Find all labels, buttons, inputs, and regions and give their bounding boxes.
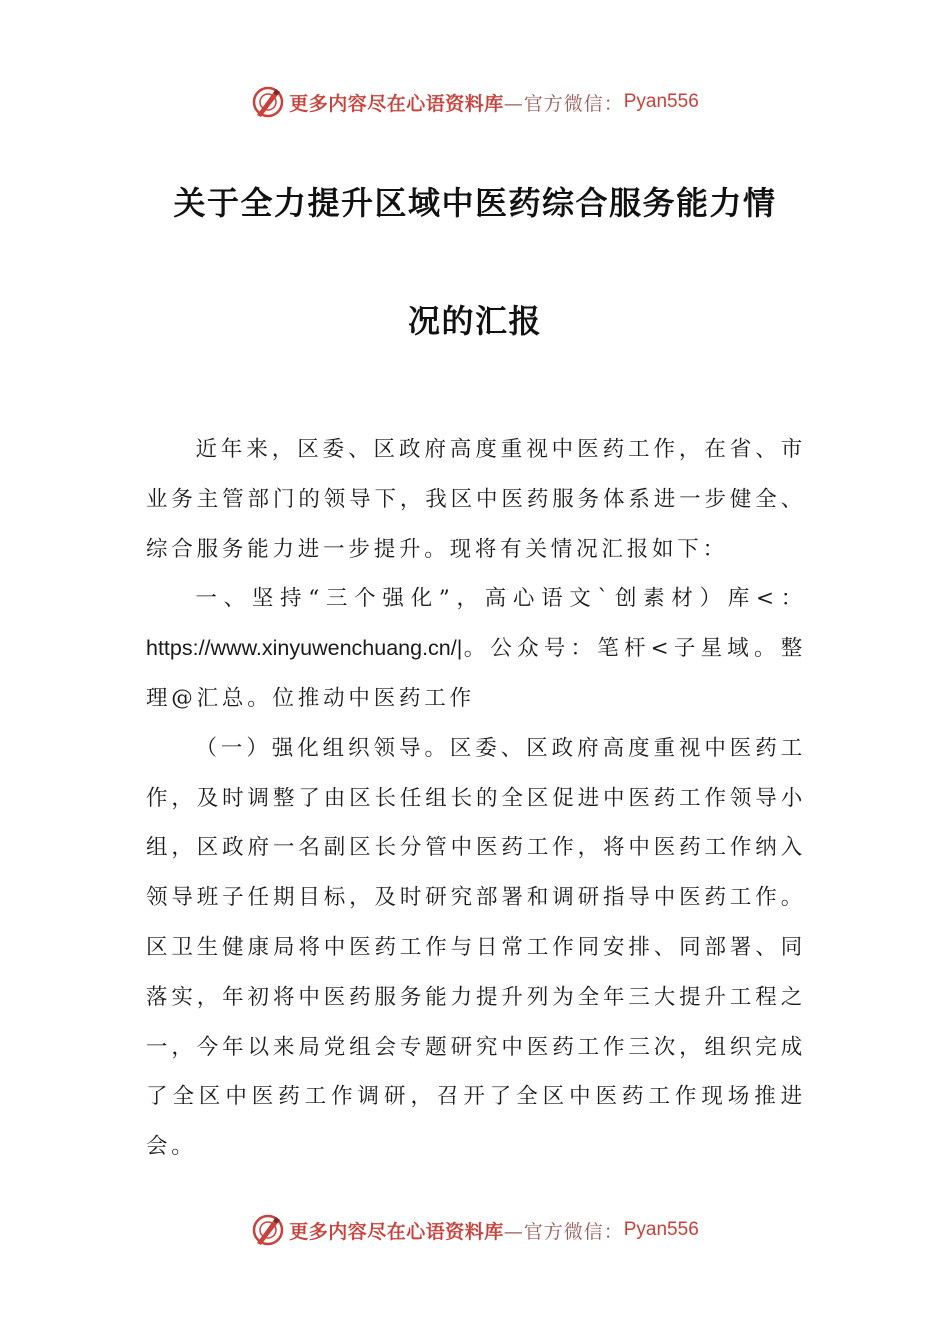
watermark-site-name: 更多内容尽在心语资料库 <box>289 1220 504 1243</box>
document-title-line-1: 关于全力提升区域中医药综合服务能力情 <box>173 184 777 222</box>
pen-logo-icon <box>251 1213 285 1247</box>
section-1-heading-tail: 。公众号：笔杆<子星域。整理@汇总。位推动中医药工作 <box>146 636 806 711</box>
pen-logo-icon <box>251 85 285 119</box>
source-url-link[interactable]: https://www.xinyuwenchuang.cn/| <box>146 636 463 661</box>
document-body <box>146 425 806 1172</box>
document-title-line-2: 况的汇报 <box>407 302 542 340</box>
watermark-wechat-label: —官方微信： <box>503 92 624 115</box>
paragraph-intro: 近年来，区委、区政府高度重视中医药工作，在省、市业务主管部门的领导下，我区中医药服务体系进一步健全、综合服务能力进一步提升。现将有关情况汇报如下： <box>146 437 806 562</box>
watermark-wechat-id: Pyan556 <box>623 91 699 112</box>
header-watermark <box>0 82 950 122</box>
section-1-heading-text: 一、坚持“三个强化”，高心语文`创素材）库<： <box>195 586 806 612</box>
watermark-wechat-label: —官方微信： <box>503 1220 624 1243</box>
watermark-site-name: 更多内容尽在心语资料库 <box>289 92 504 115</box>
paragraph-organization-leadership: （一）强化组织领导。区委、区政府高度重视中医药工作，及时调整了由区长任组长的全区促进中医药工作领导小组，区政府一名副区长分管中医药工作，将中医药工作纳入领导班子任期目标，及时研究部署和调研指导中医药工作。区卫生健康局将中医药工作与日常工作同安排、同部署、同落实，年初将中医药服务能力提升列为全年三大提升工程之一，今年以来局党组会专题研究中医药工作三次，组织完成了全区中医药工作调研，召开了全区中医药工作现场推进会。 <box>146 735 806 1160</box>
paragraph-section-1-heading <box>146 574 806 723</box>
footer-watermark <box>0 1210 950 1250</box>
watermark-wechat-id: Pyan556 <box>623 1219 699 1240</box>
